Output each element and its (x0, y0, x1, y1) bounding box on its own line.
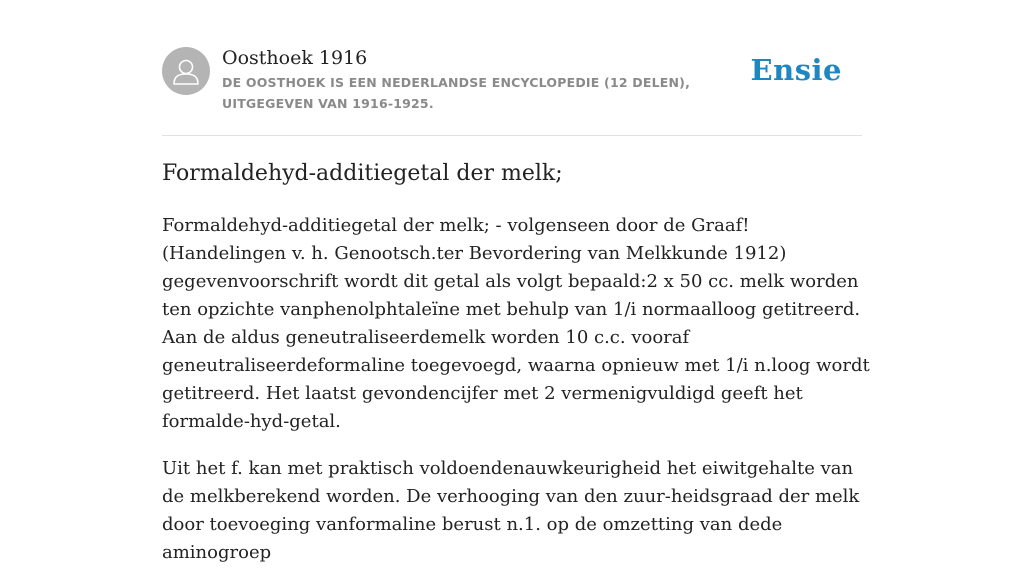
ensie-logo[interactable]: Ensie (750, 53, 842, 87)
article-title: Formaldehyd-additiegetal der melk; (162, 161, 563, 186)
header-divider (162, 135, 862, 136)
user-placeholder-icon (162, 47, 210, 95)
source-name[interactable]: Oosthoek 1916 (222, 47, 368, 69)
source-header (162, 46, 862, 118)
source-description: DE OOSTHOEK IS EEN NEDERLANDSE ENCYCLOPEDIE (12 DELEN), UITGEGEVEN VAN 1916-1925. (222, 75, 691, 111)
article-paragraph: Formaldehyd-additiegetal der melk; - volgenseen door de Graaf! (Handelingen v. h. Genootsch.ter Bevordering van Melkkunde 1912) gegevenvoorschrift wordt dit getal als volgt bepaald:2 x 50 cc. melk worden ten opzichte vanphenolphtaleïne met behulp van 1/i normaalloog getitreerd. Aan de aldus geneutraliseerdemelk worden 10 c.c. vooraf geneutraliseerdeformaline toegevoegd, waarna opnieuw met 1/i n.loog wordt getitreerd. Het laatst gevondencijfer met 2 vermenigvuldigd geeft het formalde-hyd-getal. (162, 215, 870, 432)
article-body (162, 212, 872, 586)
avatar[interactable] (162, 47, 210, 95)
article-paragraph: Uit het f. kan met praktisch voldoendenauwkeurigheid het eiwitgehalte van de melkberekend worden. De verhooging van den zuur-heidsgraad der melk door toevoeging vanformaline berust n.1. op de omzetting van dede aminogroep (162, 458, 860, 563)
